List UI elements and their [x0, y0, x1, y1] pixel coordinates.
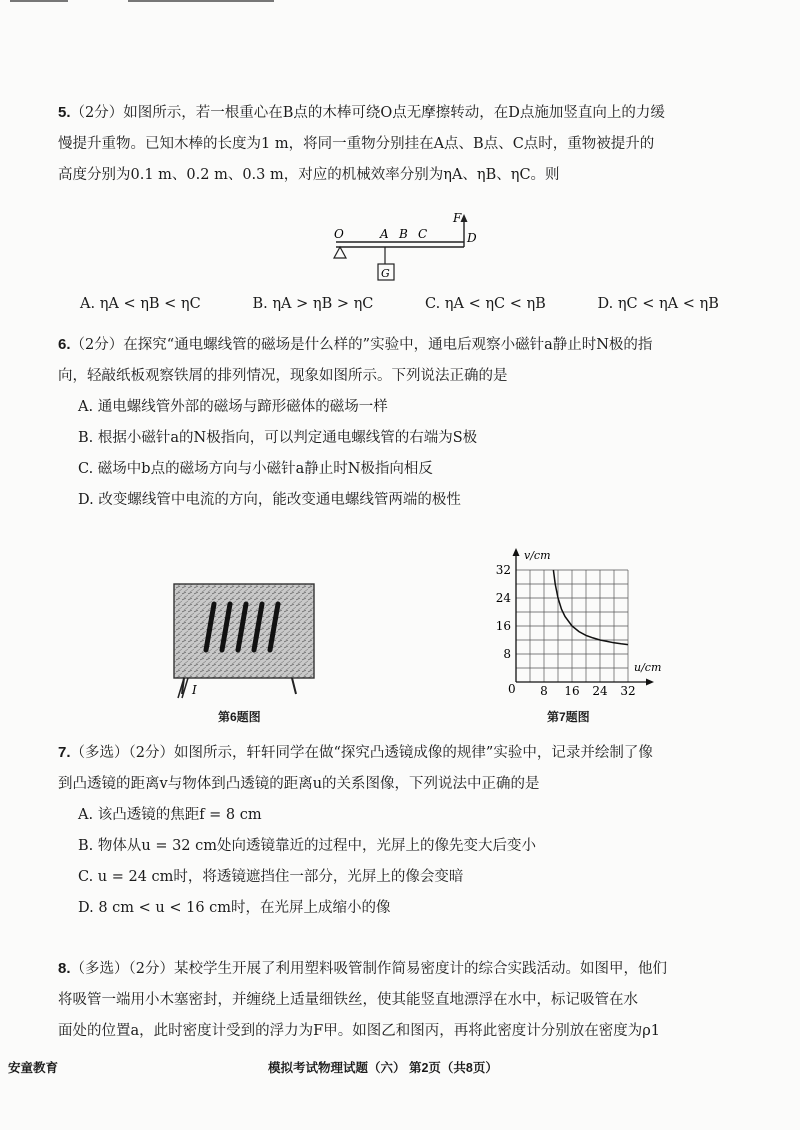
q5-option-c: C. ηA < ηC < ηB: [425, 296, 546, 312]
y-axis-arrow: [513, 548, 520, 556]
y-axis-label: v/cm: [524, 549, 551, 562]
q6-option-b: B. 根据小磁针a的N极指向，可以判定通电螺线管的右端为S极: [78, 430, 478, 446]
origin-label: 0: [508, 682, 516, 696]
label-F: F: [453, 212, 462, 225]
label-G: G: [381, 267, 390, 280]
top-rule-right: [128, 0, 274, 2]
y-tick-label: 24: [495, 591, 511, 605]
question-6: [58, 329, 770, 516]
force-arrow-head: [461, 214, 468, 222]
label-D: D: [467, 231, 477, 245]
q6-line2: 向，轻敲纸板观察铁屑的排列情况，现象如图所示。下列说法正确的是: [58, 368, 508, 384]
q8-number: 8.: [58, 960, 71, 977]
q5-line2: 慢提升重物。已知木棒的长度为1 m，将同一重物分别挂在A点、B点、C点时，重物被提升的: [58, 136, 655, 152]
x-axis-arrow: [646, 679, 654, 686]
q7-option-c: C. u = 24 cm时，将透镜遮挡住一部分，光屏上的像会变暗: [78, 869, 464, 885]
current-label: I: [192, 683, 197, 697]
fig7-caption: 第7题图: [547, 710, 590, 724]
q6-number: 6.: [58, 336, 71, 353]
q5-line1: 5.（2分）如图所示，若一根重心在B点的木棒可绕O点无摩擦转动，在D点施加竖直向上的力缓: [58, 104, 665, 121]
footer-page-info: 模拟考试物理试题（六） 第2页（共8页）: [268, 1061, 498, 1075]
q7-number: 7.: [58, 744, 71, 761]
q5-option-b: B. ηA > ηB > ηC: [252, 296, 374, 312]
top-rule-left: [10, 0, 68, 2]
q7-line2: 到凸透镜的距离v与物体到凸透镜的距离u的关系图像，下列说法中正确的是: [58, 776, 540, 792]
question-8: [58, 953, 770, 1047]
question-5: [58, 97, 770, 191]
board-leg-right: [292, 678, 296, 694]
y-tick-label: 8: [503, 647, 511, 661]
question-7: [58, 737, 770, 924]
q7-option-a: A. 该凸透镜的焦距f = 8 cm: [78, 807, 262, 823]
fig6-caption: 第6题图: [218, 710, 261, 724]
v-u-graph: [480, 545, 680, 700]
solenoid-figure: [170, 580, 320, 700]
paper-board: [174, 584, 314, 678]
label-B: B: [399, 227, 408, 241]
label-A: A: [380, 227, 389, 241]
q7-line1: 7.（多选）（2分）如图所示，轩轩同学在做“探究凸透镜成像的规律”实验中，记录并绘制了像: [58, 744, 653, 761]
label-O: O: [334, 227, 344, 241]
x-tick-label: 8: [540, 684, 548, 698]
q6-option-a: A. 通电螺线管外部的磁场与蹄形磁体的磁场一样: [78, 399, 388, 415]
q8-line2: 将吸管一端用小木塞密封，并缠绕上适量细铁丝，使其能竖直地漂浮在水中，标记吸管在水: [58, 992, 638, 1008]
x-tick-label: 24: [592, 684, 608, 698]
q6-option-d: D. 改变螺线管中电流的方向，能改变通电螺线管两端的极性: [78, 492, 461, 508]
q7-option-d: D. 8 cm < u < 16 cm时，在光屏上成缩小的像: [78, 900, 391, 916]
y-tick-label: 16: [495, 619, 511, 633]
q7-option-b: B. 物体从u = 32 cm处向透镜靠近的过程中，光屏上的像先变大后变小: [78, 838, 537, 854]
y-tick-label: 32: [495, 563, 511, 577]
footer-brand: 安童教育: [8, 1061, 59, 1075]
q6-line1: 6.（2分）在探究“通电螺线管的磁场是什么样的”实验中，通电后观察小磁针a静止时N极的指: [58, 336, 653, 353]
q8-line3: 面处的位置a，此时密度计受到的浮力为F甲。如图乙和图丙，再将此密度计分别放在密度为ρ1: [58, 1023, 660, 1039]
x-tick-label: 32: [620, 684, 636, 698]
q6-option-c: C. 磁场中b点的磁场方向与小磁针a静止时N极指向相反: [78, 461, 433, 477]
q8-line1: 8.（多选）（2分）某校学生开展了利用塑料吸管制作简易密度计的综合实践活动。如图甲，他们: [58, 960, 667, 977]
q5-options: [80, 296, 770, 312]
x-tick-label: 16: [564, 684, 580, 698]
q5-option-a: A. ηA < ηB < ηC: [80, 296, 201, 312]
pivot-triangle: [334, 247, 346, 258]
q5-option-d: D. ηC < ηA < ηB: [597, 296, 719, 312]
v-u-curve: [553, 570, 628, 645]
q5-line3: 高度分别为0.1 m、0.2 m、0.3 m，对应的机械效率分别为ηA、ηB、ηC。则: [58, 167, 560, 183]
label-C: C: [418, 227, 428, 241]
lever-figure: [322, 212, 492, 288]
q5-number: 5.: [58, 104, 71, 121]
x-axis-label: u/cm: [634, 661, 662, 674]
